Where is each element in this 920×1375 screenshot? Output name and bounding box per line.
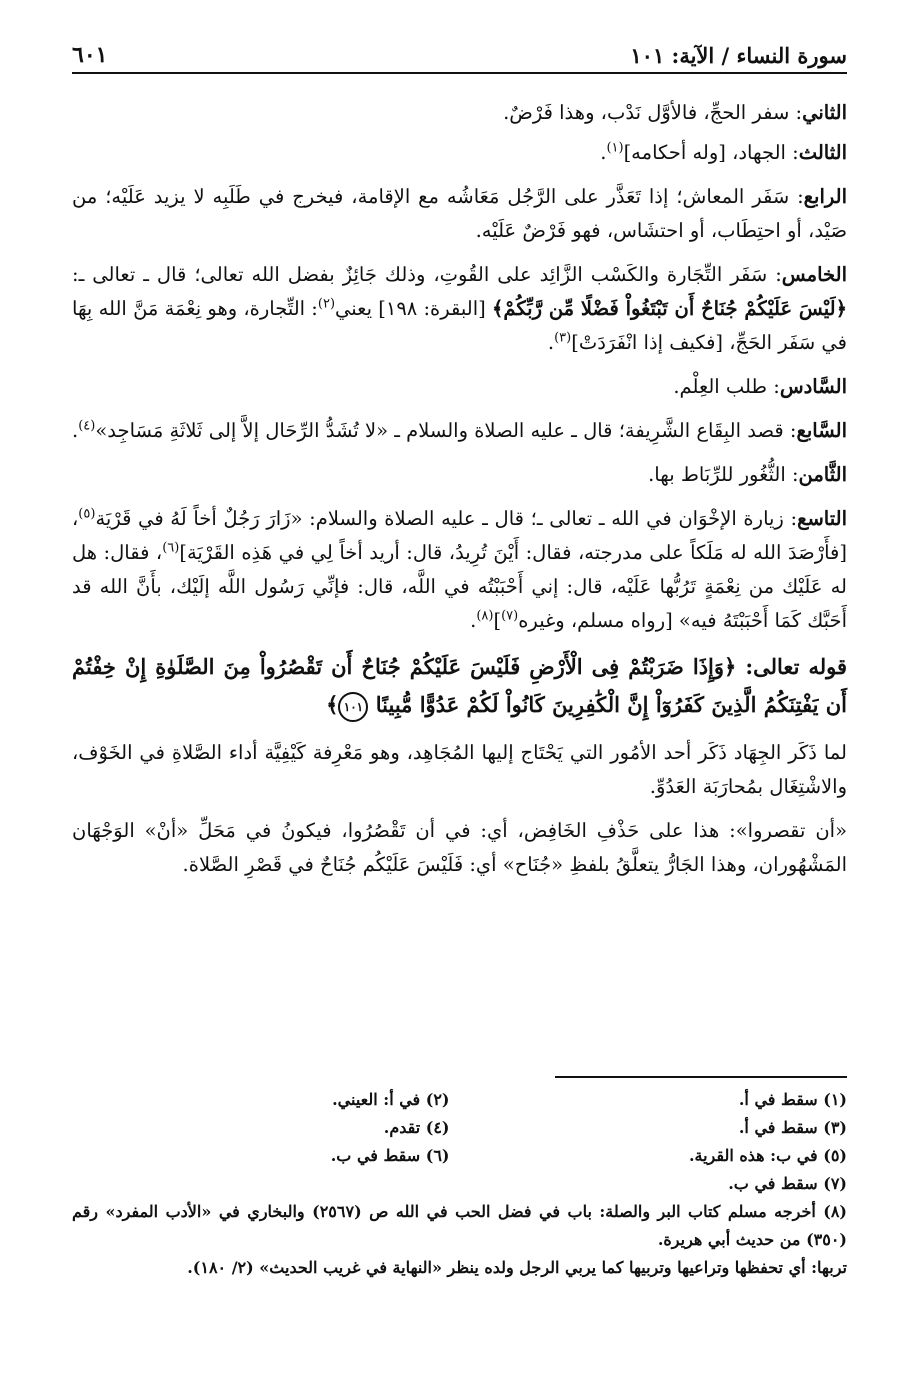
paragraph-text: ، فقال: هل له عَلَيْك من نِعْمَةٍ تَرُبُّها عَلَيْه، قال: إني أَحْبَبْتُه في اللَّه، قال: فإنِّي رَسُول اللَّه إلَيْك، بأَنَّ الله قد أَحَبَّك كَمَا أَحْبَبْتَهُ فيه» [رواه مسلم، وغيره [72,541,847,632]
footnote-ref[interactable]: (٥) [78,506,96,522]
footnote-ref[interactable]: (٣) [554,330,572,346]
paragraph-eighth [72,458,847,492]
paragraph-text: ، [فأَرْصَدَ الله له مَلَكاً على مدرجته، فقال: أَيْنَ تُرِيدُ، قال: أريد أخاً لِي في هَذِه القَرْيَة] [72,507,847,564]
footnote-ref[interactable]: (٢) [317,296,336,312]
paragraph-text: : التِّجارة، وهو نِعْمَة مَنَّ الله بِهَا في سَفَر الحَجِّ، [فكيف إذا انْفَرَدَتْ] [72,297,847,354]
footnote-glossary: تربها: أي تحفظها وتراعيها وتربيها كما يربي الرجل ولده ينظر «النهاية في غريب الحديث» (٢/ ١٨٠). [187,1258,847,1277]
paragraph-text: : الثُّغُور للرِّبَاط بها. [648,463,799,486]
footnote-divider [555,1076,847,1078]
paragraph-lead: الثاني [802,101,847,124]
paragraph-lead: الثالث [798,141,847,164]
paragraph-text: ] [493,609,502,632]
paragraph-text: : الجهاد، [وله أحكامه] [623,141,799,164]
verse-number-icon: ١٠١ [338,692,368,722]
running-header [72,28,847,74]
footnote-item: (٤) تقدم. [383,1118,450,1137]
footnote-item: (١) سقط في أ. [738,1090,847,1109]
commentary-paragraph: لما ذَكَر الجِهَاد ذَكَر أحد الأمُور التي يَحْتَاج إليها المُجَاهِد، وهو مَعْرِفة كَيْفِيَّة أداء الصَّلاةِ في الخَوْف، والاشْتِغَال بمُحارَبَة العَدُوِّ. [72,741,847,798]
footnote-ref[interactable]: (٧) [501,608,519,624]
paragraph-ninth [72,502,847,638]
paragraph-lead: السَّابع [796,419,847,442]
paragraph-text: : سَفَر المعاش؛ إذا تَعَذَّر على الرَّجُل مَعَاشُه مع الإقامة، فيخرج في طَلَبِه لا يزيد عَلَيْه؛ من صَيْد، أو احتِطَاب، أو احتشَاس، فهو فَرْضٌ عَلَيْه. [72,185,847,242]
footnotes [72,1076,847,1282]
paragraph-seventh [72,414,847,448]
surah-title: سورة النساء / الآية: ١٠١ [630,43,847,68]
quran-quote: ﴿لَيْسَ عَلَيْكُمْ جُنَاحٌ أَن تَبْتَغُواْ فَضْلًا مِّن رَّبِّكُمْ﴾ [491,297,848,320]
paragraph-text: : سَفَر التِّجَارة والكَسْب الزَّائِد على القُوتِ، وذلك جَائِزٌ بفضل الله تعالى؛ قال ـ تعالى ـ: [72,263,782,286]
paragraph-text: : طلب العِلْم. [673,375,780,398]
footnote-ref[interactable]: (٦) [162,540,180,556]
footnote-item-8: (٨) أخرجه مسلم كتاب البر والصلة: باب في فضل الحب في الله ص (٢٥٦٧) والبخاري في «الأدب المفرد» رقم (٣٥٠) من حديث أبي هريرة. [72,1202,847,1249]
page-number: ٦٠١ [72,42,108,68]
paragraph-text: : زيارة الإخْوَان في الله ـ تعالى ـ؛ قال ـ عليه الصلاة والسلام: «زَارَ رَجُلٌ أخاً لَهُ في قَرْيَة [95,507,798,530]
paragraph-fifth [72,258,847,360]
footnote-ref[interactable]: (٤) [78,418,96,434]
paragraph-tail: . [547,331,555,354]
footnote-item: (٦) سقط في ب. [330,1146,450,1165]
footnote-item: (٧) سقط في ب. [728,1174,847,1193]
footnote-ref[interactable]: (١) [606,140,624,156]
footnote-item: (٥) في ب: هذه القرية. [688,1146,847,1165]
paragraph-lead: الرابع [803,185,847,208]
paragraph-lead: السَّادس [779,375,847,398]
paragraph-tail: . [470,609,477,632]
paragraph-tail: . [600,141,607,164]
footnote-item: (٣) سقط في أ. [738,1118,847,1137]
paragraph-lead: التاسع [797,507,847,530]
footnote-grid [72,1086,847,1198]
paragraph-lead: الثَّامن [798,463,847,486]
paragraph-text: : قصد البِقَاع الشَّرِيفة؛ قال ـ عليه الصلاة والسلام ـ «لا تُشَدُّ الرِّحَال إلاَّ إلى ثَلاثَةِ مَسَاجِد» [95,419,797,442]
paragraph-tail: . [72,419,79,442]
paragraph-third [72,136,847,170]
paragraph-sixth [72,370,847,404]
paragraph-text: : سفر الحجِّ، فالأوَّل نَدْب، وهذا فَرْضٌ. [503,101,803,124]
quran-verse [72,648,847,724]
main-text [72,96,847,892]
footnote-item [72,1170,450,1198]
paragraph-fourth [72,180,847,248]
verse-close: ﴾ [326,692,339,717]
paragraph-second [72,96,847,130]
paragraph-lead: الخامس [781,263,847,286]
verse-text: ﴿وَإِذَا ضَرَبْتُمْ فِى الْأَرْضِ فَلَيْسَ عَلَيْكُمْ جُنَاحٌ أَن تَقْصُرُواْ مِنَ الصَّلَوٰةِ إِنْ خِفْتُمْ أَن يَفْتِنَكُمُ الَّذِينَ كَفَرُوٓاْ إِنَّ الْكَٰفِرِينَ كَانُواْ لَكُمْ عَدُوًّا مُّبِينًا [72,654,847,717]
paragraph-text: [البقرة: ١٩٨] يعني [335,297,492,320]
footnote-item: (٢) في أ: العيني. [332,1090,450,1109]
verse-intro: قوله تعالى: [736,654,847,679]
footnote-ref[interactable]: (٨) [476,608,494,624]
commentary-paragraph: «أن تقصروا»: هذا على حَذْفِ الخَافِض، أي: في أن تَقْصُرُوا، فيكونُ في مَحَلِّ «أنْ» الوَجْهَان المَشْهُوران، وهذا الجَارُّ يتعلَّقُ بلفظِ «جُنَاح» أي: فَلَيْسَ عَلَيْكُم جُنَاحٌ في قَصْرِ الصَّلاة. [72,819,847,876]
